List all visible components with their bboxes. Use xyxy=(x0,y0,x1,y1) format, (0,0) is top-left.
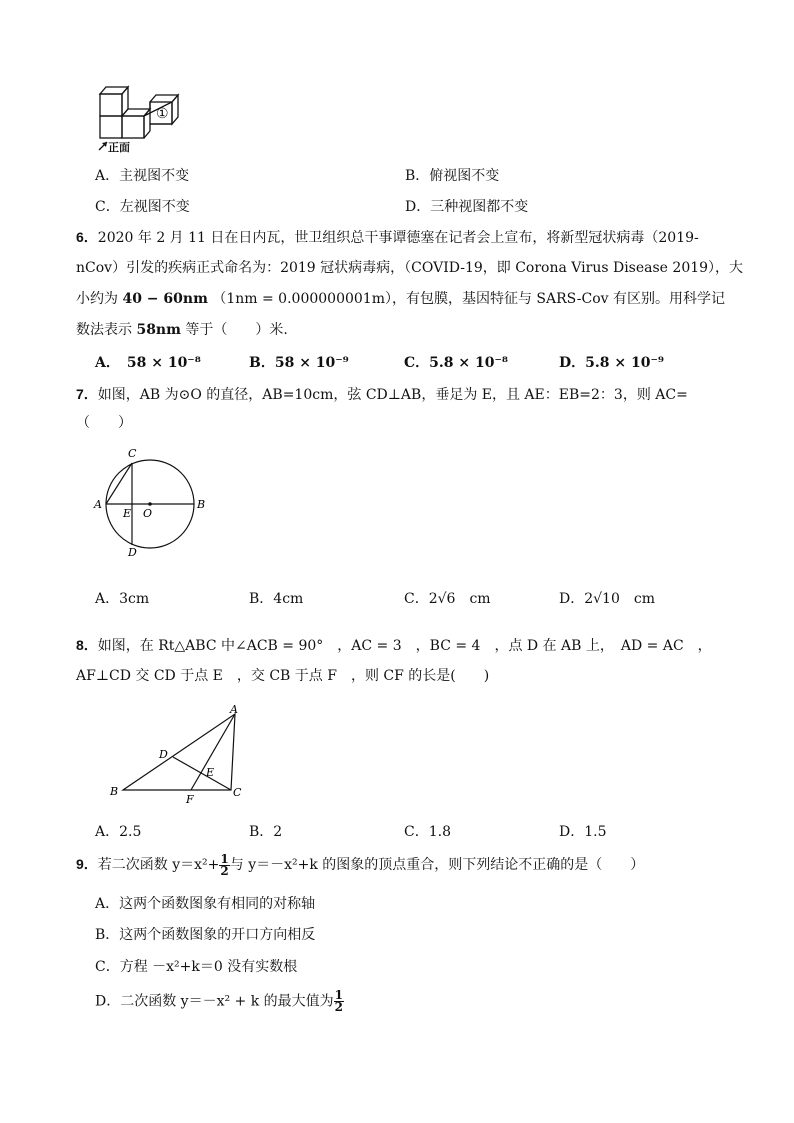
q9-option-d-text: D．二次函数 y＝－x² + k 的最大值为 xyxy=(95,993,334,1010)
q9-stem xyxy=(76,853,644,877)
q9-option-b: B．这两个函数图象的开口方向相反 xyxy=(95,927,316,943)
q7-option-d: D．2√10 cm xyxy=(559,591,655,607)
q8-line-1 xyxy=(76,634,712,657)
q8-option-c: C．1.8 xyxy=(404,824,451,840)
q7-label-a: A xyxy=(94,498,102,511)
q7-line-2: （ ） xyxy=(76,415,132,431)
q7-label-c: C xyxy=(128,447,137,460)
q7-number: 7． xyxy=(76,386,98,402)
q9-frac-num: 1 xyxy=(220,851,229,866)
q8-option-b: B．2 xyxy=(249,824,283,840)
q8-label-f: F xyxy=(186,793,194,806)
q8-label-b: B xyxy=(110,785,119,798)
q6-option-b: B．58 × 10⁻⁹ xyxy=(249,355,349,371)
q7-label-b: B xyxy=(197,498,206,511)
q9-option-d xyxy=(95,990,344,1013)
q9-stem-b: 与 y＝－x²+k 的图象的顶点重合，则下列结论不正确的是（ ） xyxy=(229,857,645,873)
q8-text-1: 如图，在 Rt△ABC 中∠ACB = 90° ，AC = 3 ，BC = 4 ，点 D 在 AB 上， AD = AC ， xyxy=(97,638,712,654)
q7-text-1: 如图，AB 为⊙O 的直径，AB=10cm，弦 CD⊥AB，垂足为 E，且 AE：EB=2：3，则 AC= xyxy=(97,387,688,403)
q5-front-label: 正面 xyxy=(108,141,130,154)
q9-d-frac-num: 1 xyxy=(334,988,344,1002)
q6-option-c: C．5.8 × 10⁻⁸ xyxy=(404,355,508,371)
q6-option-d: D．5.8 × 10⁻⁹ xyxy=(559,355,664,371)
q6-math-range: 40 − 60nm xyxy=(122,291,208,307)
q5-option-b: B．俯视图不变 xyxy=(405,168,500,184)
q8-option-a: A．2.5 xyxy=(95,824,142,840)
q6-text-4a: 数法表示 xyxy=(76,322,132,338)
q7-label-e: E xyxy=(123,507,132,520)
q8-segment-cd xyxy=(173,757,231,790)
q5-option-c: C．左视图不变 xyxy=(95,199,190,215)
q6-line-2: nCov）引发的疾病正式命名为：2019 冠状病毒病，（COVID-19，即 Corona Virus Disease 2019），大 xyxy=(76,260,744,276)
q7-option-a: A．3cm xyxy=(95,591,150,607)
q8-label-e: E xyxy=(206,766,215,779)
q6-math-paren: （1nm = 0.000000001m） xyxy=(212,291,392,307)
q6-text-3b: ，有包膜，基因特征与 SARS-Cov 有区别。用科学记 xyxy=(391,291,726,307)
q8-label-c: C xyxy=(233,786,242,799)
q7-option-c: C．2√6 cm xyxy=(404,591,491,607)
q6-line-4 xyxy=(76,319,288,341)
q5-option-d: D．三种视图都不变 xyxy=(405,199,529,215)
q8-option-d: D．1.5 xyxy=(559,824,607,840)
q9-fraction xyxy=(219,851,229,878)
q9-stem-a: 若二次函数 y＝x²+ xyxy=(97,857,220,873)
q6-number: 6． xyxy=(76,229,98,245)
q9-option-d-fraction xyxy=(334,990,344,1013)
q8-number: 8． xyxy=(76,637,98,653)
q5-option-a: A．主视图不变 xyxy=(95,168,190,184)
q6-text-1: 2020 年 2 月 11 日在日内瓦，世卫组织总干事谭德塞在记者会上宣布，将新型冠状病毒（2019- xyxy=(97,230,699,246)
q9-option-a: A．这两个函数图象有相同的对称轴 xyxy=(95,896,316,912)
q6-line-3 xyxy=(76,288,725,310)
q7-center-dot xyxy=(148,502,152,506)
q9-d-frac-den: 2 xyxy=(334,1000,344,1014)
q7-label-d: D xyxy=(128,546,137,559)
q8-label-d: D xyxy=(159,748,168,761)
q7-segment-ac xyxy=(106,463,132,504)
q5-cube-mark: ① xyxy=(156,106,169,122)
q7-circle-figure xyxy=(90,442,215,562)
q9-frac-den: 2 xyxy=(220,863,229,878)
q6-option-a: A． 58 × 10⁻⁸ xyxy=(95,355,201,371)
q6-text-3a: 小约为 xyxy=(76,291,118,307)
q7-label-o: O xyxy=(143,507,153,520)
q7-option-b: B．4cm xyxy=(249,591,304,607)
q8-label-a: A xyxy=(230,703,238,716)
q8-triangle-abc xyxy=(123,714,235,790)
q8-line-2: AF⊥CD 交 CD 于点 E ，交 CB 于点 F ，则 CF 的长是( ) xyxy=(76,668,490,684)
q9-option-c: C．方程 －x²+k＝0 没有实数根 xyxy=(95,959,298,975)
q9-number: 9． xyxy=(76,856,98,872)
q6-line-1 xyxy=(76,226,699,249)
q6-text-4b: 等于（ ）米. xyxy=(185,322,288,338)
q7-line-1 xyxy=(76,383,688,406)
q8-triangle-figure xyxy=(105,700,265,810)
q6-math-value: 58nm xyxy=(136,322,181,338)
